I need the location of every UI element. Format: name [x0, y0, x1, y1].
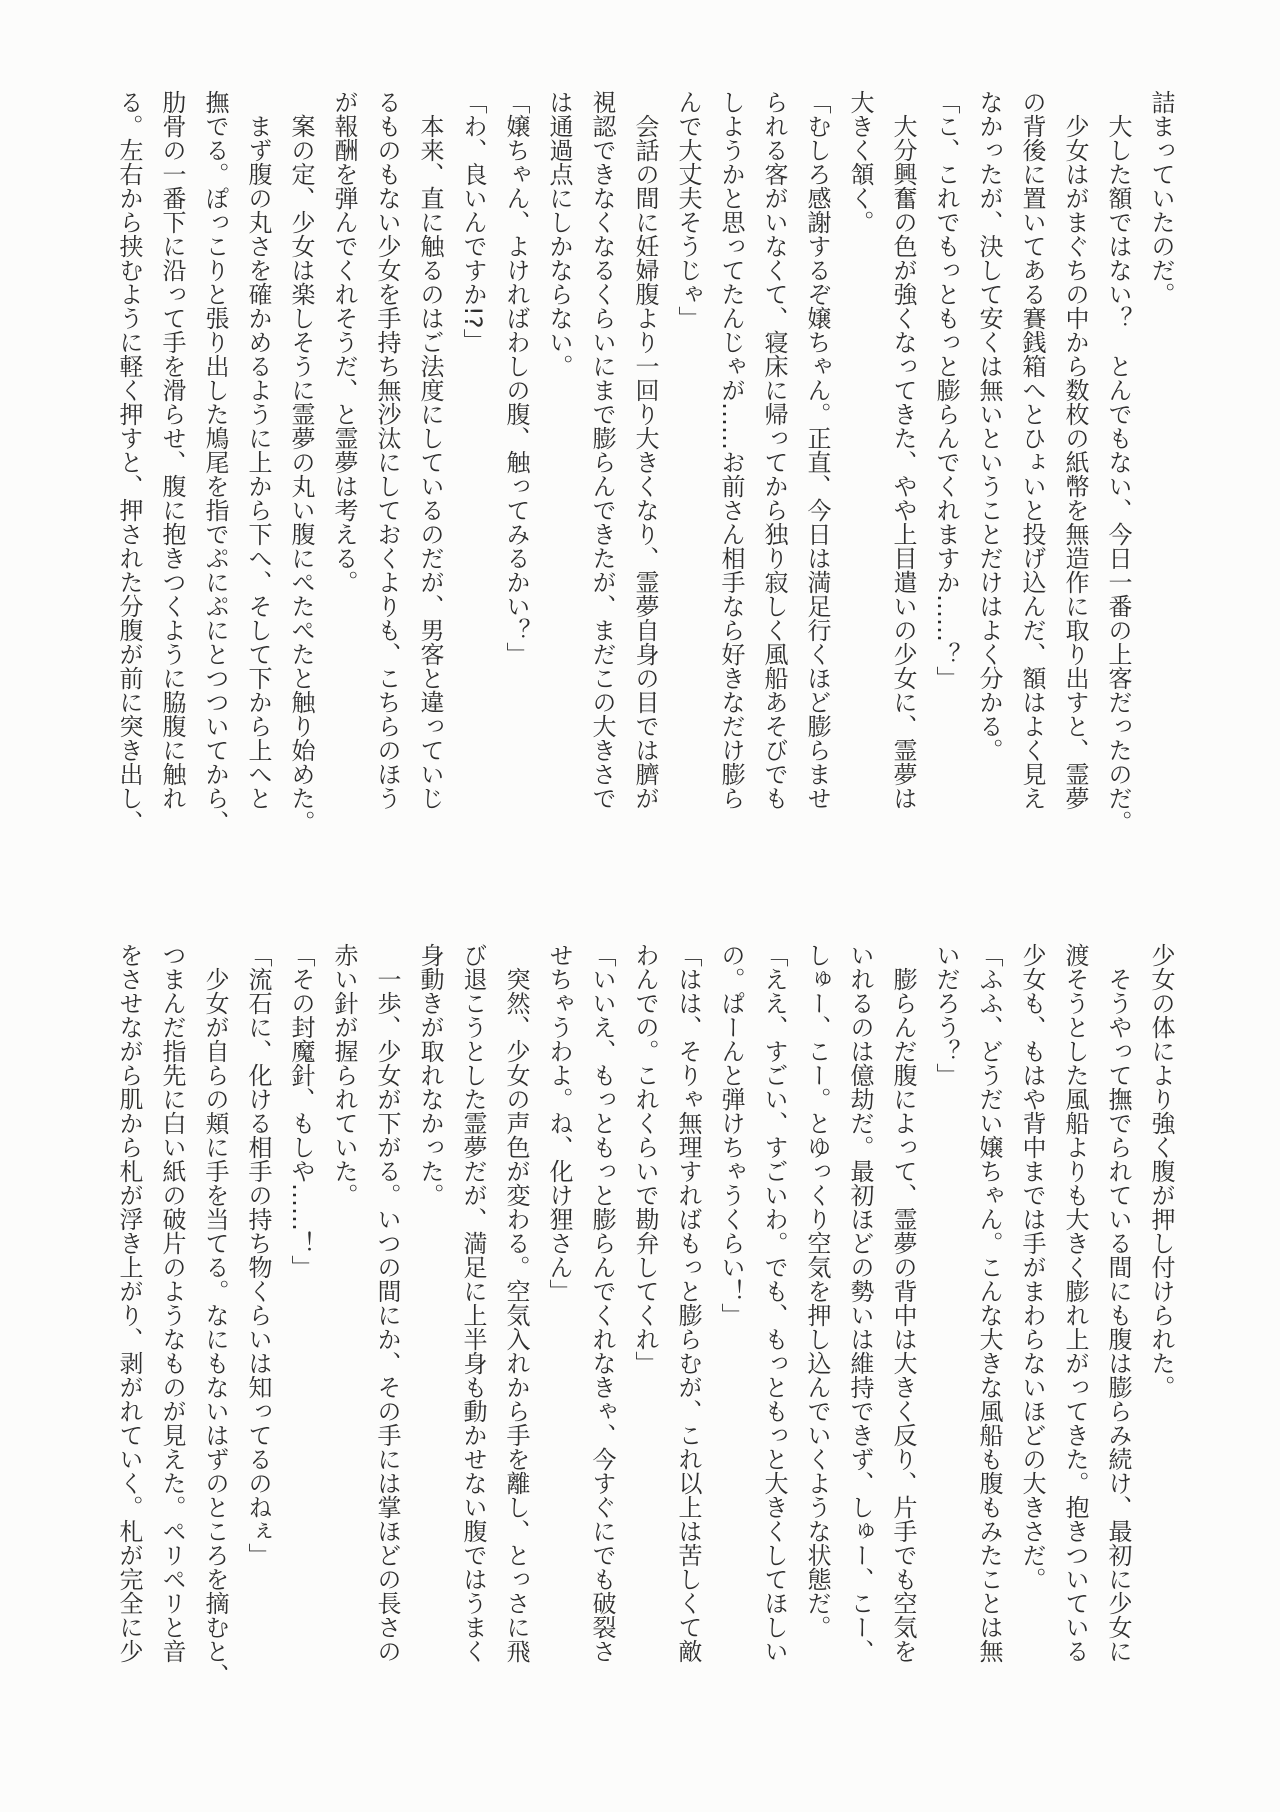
text-line: 「はは、そりゃ無理すればもっと膨らむが、これ以上は苦しくて敵: [674, 943, 702, 1663]
text-line: 大分興奮の色が強くなってきた、やや上目遣いの少女に、霊夢は: [889, 90, 917, 810]
text-line: 赤い針が握られていた。: [330, 943, 358, 1207]
text-line: 視認できなくなるくらいにまで膨らんできたが、まだこの大きさで: [588, 90, 616, 810]
text-line: の。ぱーんと弾けちゃうくらい！」: [717, 943, 745, 1327]
text-line: が報酬を弾んでくれそうだ、と霊夢は考える。: [330, 90, 358, 594]
text-line: つまんだ指先に白い紙の破片のようなものが見えた。ペリペリと音: [158, 943, 186, 1663]
text-line: 身動きが取れなかった。: [416, 943, 444, 1207]
text-line: そうやって撫でられている間にも腹は膨らみ続け、最初に少女に: [1104, 943, 1132, 1663]
text-line: 少女の体により強く腹が押し付けられた。: [1147, 943, 1175, 1399]
text-line: るものもない少女を手持ち無沙汰にしておくよりも、こちらのほう: [373, 90, 401, 810]
text-line: 突然、少女の声色が変わる。空気入れから手を離し、とっさに飛: [502, 943, 530, 1663]
text-line: 「流石に、化ける相手の持ち物くらいは知ってるのねぇ」: [244, 943, 272, 1567]
text-line: 本来、直に触るのはご法度にしているのだが、男客と違っていじ: [416, 90, 444, 810]
text-line: は通過点にしかならない。: [545, 90, 573, 378]
text-line: び退こうとした霊夢だが、満足に上半身も動かせない腹ではうまく: [459, 943, 487, 1663]
text-line: 渡そうとした風船よりも大きく膨れ上がってきた。抱きついている: [1061, 943, 1089, 1663]
text-line: 「いいえ、もっともっと膨らんでくれなきゃ、今すぐにでも破裂さ: [588, 943, 616, 1663]
text-line: 「嬢ちゃん、よければわしの腹、触ってみるかい？」: [502, 90, 530, 666]
text-line: いれるのは億劫だ。最初ほどの勢いは維持できず、しゅー、こー、: [846, 943, 874, 1663]
text-line: しゅー、こー。とゆっくり空気を押し込んでいくような状態だ。: [803, 943, 831, 1639]
text-line: 撫でる。ぽっこりと張り出した鳩尾を指でぷにぷにとつついてから、: [201, 90, 229, 834]
text-line: わんでの。これくらいで勘弁してくれ」: [631, 943, 659, 1375]
text-line: 大した額ではない？ とんでもない、今日一番の上客だったのだ。: [1104, 90, 1132, 834]
text-line: んで大丈夫そうじゃ」: [674, 90, 702, 330]
text-line: 少女も、もはや背中までは手がまわらないほどの大きさだ。: [1018, 943, 1046, 1591]
text-line: 案の定、少女は楽しそうに霊夢の丸い腹にぺたぺたと触り始めた。: [287, 90, 315, 834]
text-line: 「その封魔針、もしや……！」: [287, 943, 315, 1279]
text-line: しようかと思ってたんじゃが……お前さん相手なら好きなだけ膨ら: [717, 90, 745, 810]
text-line: 一歩、少女が下がる。いつの間にか、その手には掌ほどの長さの: [373, 943, 401, 1663]
text-line: まず腹の丸さを確かめるように上から下へ、そして下から上へと: [244, 90, 272, 810]
text-line: 膨らんだ腹によって、霊夢の背中は大きく反り、片手でも空気を: [889, 943, 917, 1663]
text-line: なかったが、決して安くは無いということだけはよく分かる。: [975, 90, 1003, 762]
text-line: の背後に置いてある賽銭箱へとひょいと投げ込んだ、額はよく見え: [1018, 90, 1046, 810]
text-line: 少女が自らの頬に手を当てる。なにもないはずのところを摘むと、: [201, 943, 229, 1687]
upper-text-block: [107, 90, 1182, 840]
text-line: いだろう？」: [932, 943, 960, 1087]
text-line: 「ふふ、どうだい嬢ちゃん。こんな大きな風船も腹もみたことは無: [975, 943, 1003, 1663]
text-line: 大きく頷く。: [846, 90, 874, 234]
lower-text-block: [107, 943, 1182, 1693]
text-line: 肋骨の一番下に沿って手を滑らせ、腹に抱きつくように脇腹に触れ: [158, 90, 186, 810]
text-line: られる客がいなくて、寝床に帰ってから独り寂しく風船あそびでも: [760, 90, 788, 810]
text-line: 「わ、良いんですか!?」: [459, 90, 487, 353]
text-line: 詰まっていたのだ。: [1147, 90, 1175, 306]
text-line: 「こ、これでもっともっと膨らんでくれますか……？」: [932, 90, 960, 690]
text-line: せちゃうわよ。ね、化け狸さん」: [545, 943, 573, 1303]
text-line: 少女はがまぐちの中から数枚の紙幣を無造作に取り出すと、霊夢: [1061, 90, 1089, 810]
text-line: る。左右から挟むように軽く押すと、押された分腹が前に突き出し、: [115, 90, 143, 834]
text-line: 「むしろ感謝するぞ嬢ちゃん。正直、今日は満足行くほど膨らませ: [803, 90, 831, 810]
text-line: をさせながら肌から札が浮き上がり、剥がれていく。札が完全に少: [115, 943, 143, 1663]
text-line: 「ええ、すごい、すごいわ。でも、もっともっと大きくしてほしい: [760, 943, 788, 1663]
text-line: 会話の間に妊婦腹より一回り大きくなり、霊夢自身の目では臍が: [631, 90, 659, 810]
